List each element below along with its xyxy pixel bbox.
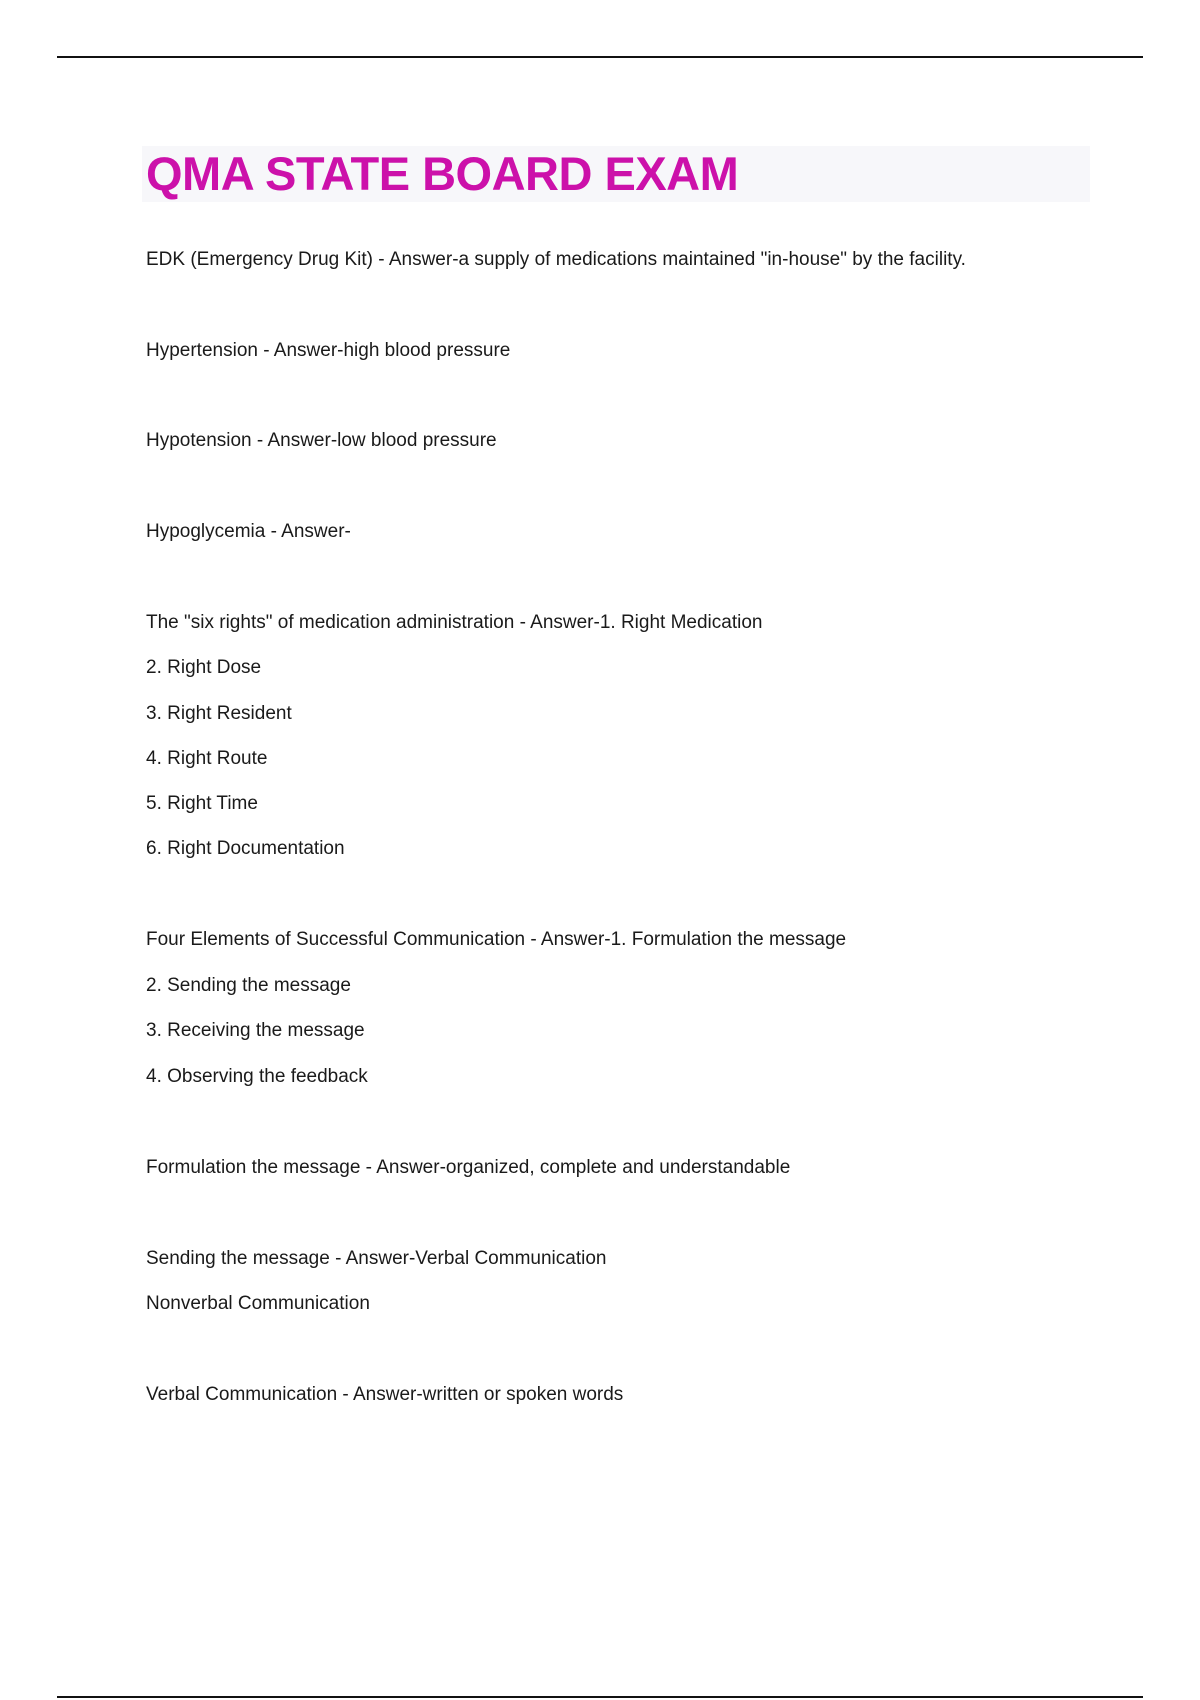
four-elements-item-3: 3. Receiving the message	[146, 1020, 365, 1041]
bottom-rule	[57, 1696, 1143, 1698]
qa-six-rights: The "six rights" of medication administration - Answer-1. Right Medication	[146, 612, 763, 633]
qa-four-elements: Four Elements of Successful Communication - Answer-1. Formulation the message	[146, 929, 847, 950]
top-rule	[57, 56, 1143, 58]
qa-formulation: Formulation the message - Answer-organized, complete and understandable	[146, 1157, 791, 1178]
four-elements-item-2: 2. Sending the message	[146, 975, 351, 996]
qa-edk: EDK (Emergency Drug Kit) - Answer-a supply of medications maintained "in-house" by the facility.	[146, 249, 966, 270]
six-rights-item-4: 4. Right Route	[146, 748, 268, 769]
six-rights-item-6: 6. Right Documentation	[146, 838, 345, 859]
sending-item-nonverbal: Nonverbal Communication	[146, 1293, 370, 1314]
six-rights-item-5: 5. Right Time	[146, 793, 258, 814]
six-rights-item-3: 3. Right Resident	[146, 703, 292, 724]
six-rights-item-2: 2. Right Dose	[146, 657, 262, 678]
qa-hypotension: Hypotension - Answer-low blood pressure	[146, 430, 497, 451]
document-title: QMA STATE BOARD EXAM	[146, 147, 739, 200]
qa-verbal: Verbal Communication - Answer-written or spoken words	[146, 1384, 624, 1405]
four-elements-item-4: 4. Observing the feedback	[146, 1066, 368, 1087]
qa-hypertension: Hypertension - Answer-high blood pressure	[146, 340, 511, 361]
qa-hypoglycemia: Hypoglycemia - Answer-	[146, 521, 351, 542]
qa-sending: Sending the message - Answer-Verbal Communication	[146, 1248, 607, 1269]
